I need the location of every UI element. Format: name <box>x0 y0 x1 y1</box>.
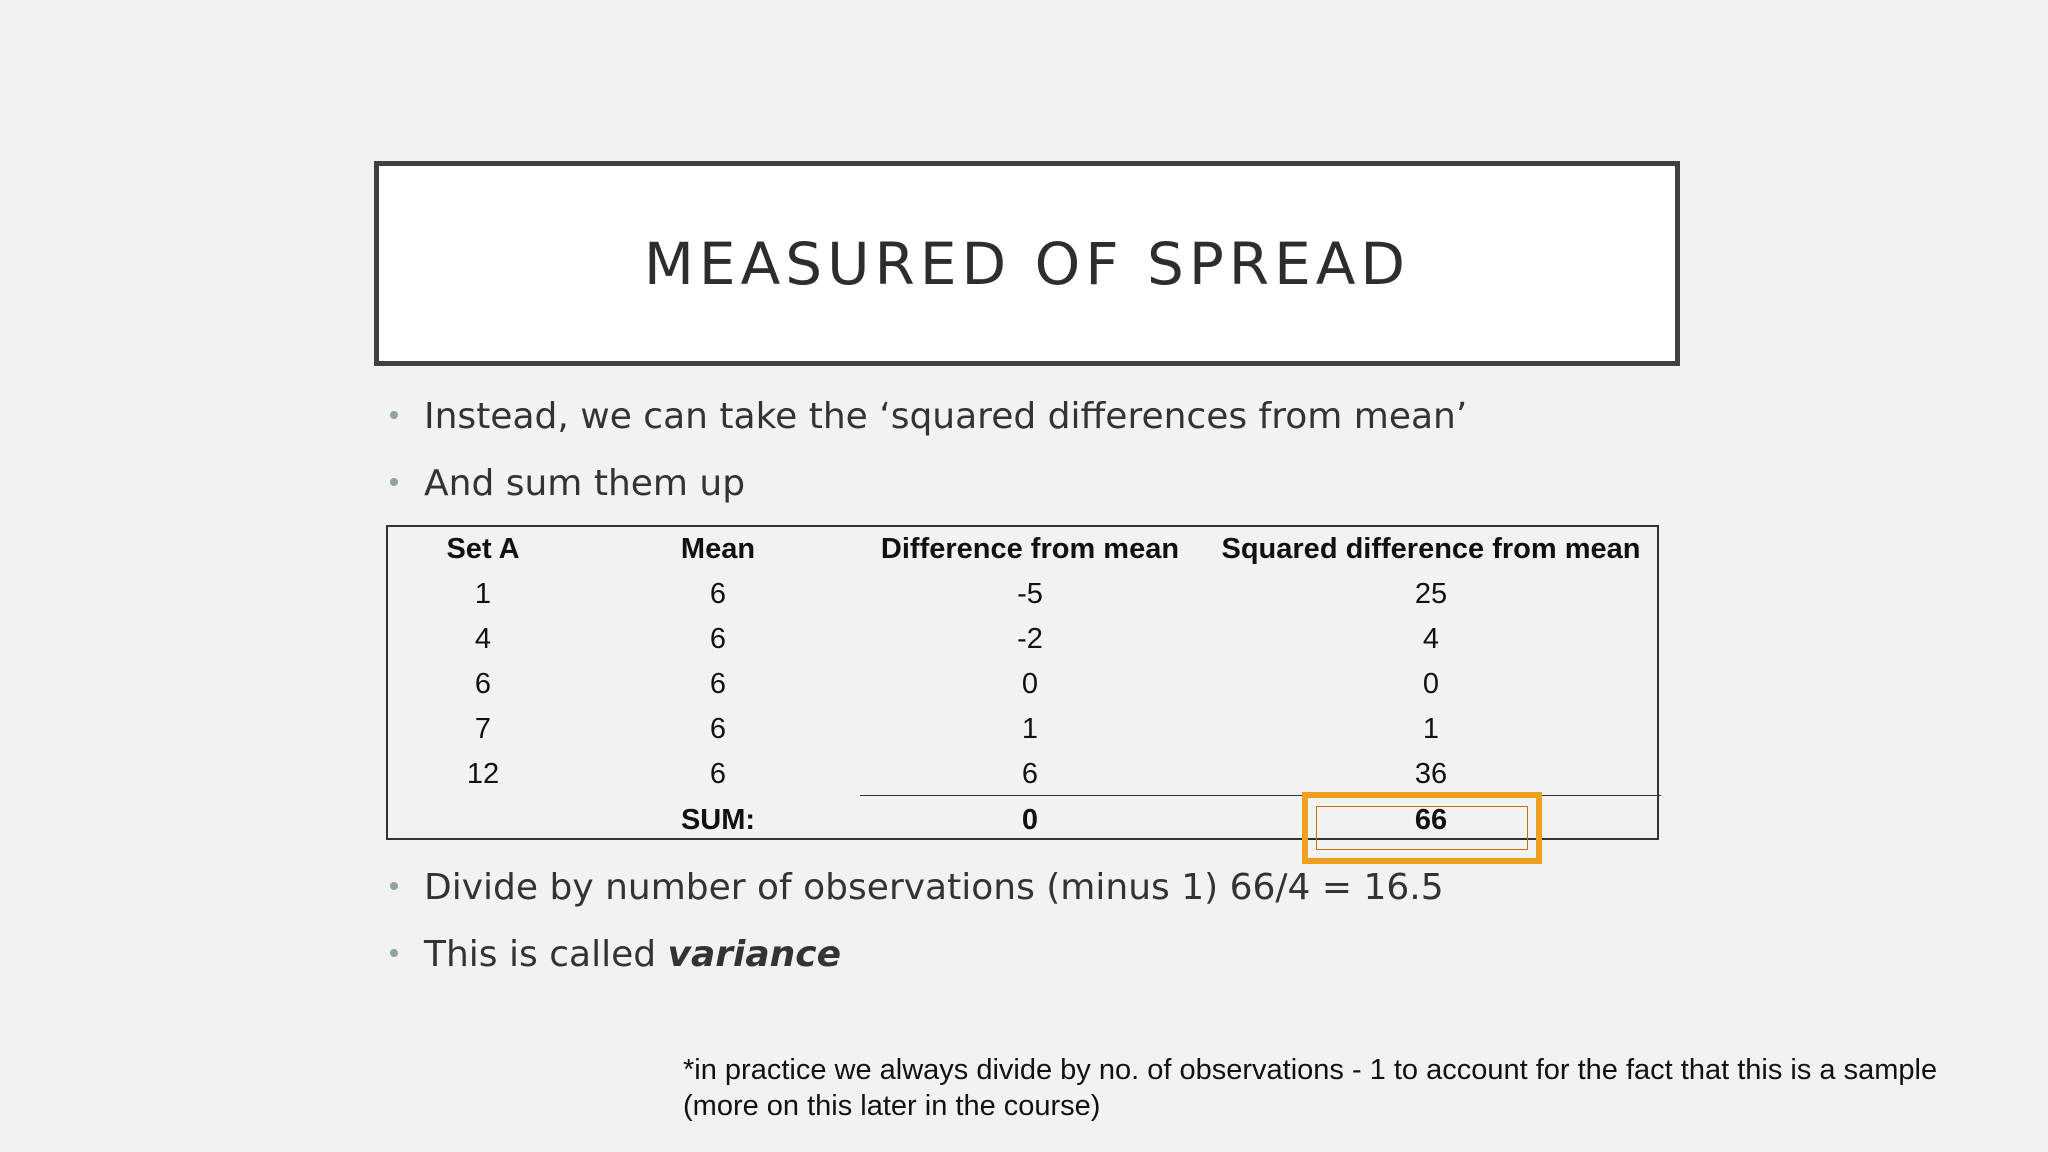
bullet-dot-icon <box>390 478 398 486</box>
variance-term: variance <box>667 934 842 975</box>
table-cell: 12 <box>466 758 500 790</box>
table-cell: 6 <box>1021 758 1039 790</box>
sum-highlight-inner-border <box>1316 806 1528 850</box>
bullet-sum-them-up <box>390 463 745 504</box>
table-header-set-a: Set A <box>446 533 520 565</box>
table-cell: 6 <box>709 668 727 700</box>
table-cell: 1 <box>474 578 492 610</box>
table-cell: 25 <box>1414 578 1448 610</box>
table-cell: 7 <box>474 713 492 745</box>
footnote-line-1: *in practice we always divide by no. of observations - 1 to account for the fact that this is a sample <box>683 1054 1938 1086</box>
table-cell: 4 <box>474 623 492 655</box>
sum-label: SUM: <box>680 804 756 836</box>
bullet-dot-icon <box>390 949 398 957</box>
footnote-line-2: (more on this later in the course) <box>683 1090 1101 1122</box>
table-cell: 6 <box>709 758 727 790</box>
slide-title-box <box>374 161 1680 366</box>
table-cell: 6 <box>709 578 727 610</box>
table-cell: 0 <box>1422 668 1440 700</box>
bullet-text: And sum them up <box>424 463 746 504</box>
table-cell: -5 <box>1017 578 1043 610</box>
bullet-variance <box>390 934 841 975</box>
bullet-squared-differences <box>390 396 1467 437</box>
sum-difference-value: 0 <box>1021 804 1039 836</box>
table-cell: 6 <box>709 713 727 745</box>
bullet-divide-observations <box>390 867 1444 908</box>
table-header-mean: Mean <box>680 533 756 565</box>
table-header-difference: Difference from mean <box>880 533 1180 565</box>
bullet-dot-icon <box>390 882 398 890</box>
slide-title: MEASURED OF SPREAD <box>643 229 1411 298</box>
bullet-text: Divide by number of observations (minus 1) 66/4 = 16.5 <box>424 867 1444 908</box>
table-header-squared-difference: Squared difference from mean <box>1221 533 1641 565</box>
table-cell: 1 <box>1021 713 1039 745</box>
table-cell: -2 <box>1017 623 1043 655</box>
table-cell: 1 <box>1422 713 1440 745</box>
sum-highlight-box <box>1302 792 1542 864</box>
bullet-text: This is called <box>424 934 668 975</box>
bullet-dot-icon <box>390 411 398 419</box>
table-cell: 4 <box>1422 623 1440 655</box>
table-cell: 6 <box>709 623 727 655</box>
table-cell: 6 <box>474 668 492 700</box>
table-cell: 36 <box>1414 758 1448 790</box>
bullet-text: Instead, we can take the ‘squared differences from mean’ <box>424 396 1468 437</box>
sum-squared-value: 66 <box>1414 804 1448 836</box>
footnote <box>683 1052 1937 1124</box>
table-cell: 0 <box>1021 668 1039 700</box>
